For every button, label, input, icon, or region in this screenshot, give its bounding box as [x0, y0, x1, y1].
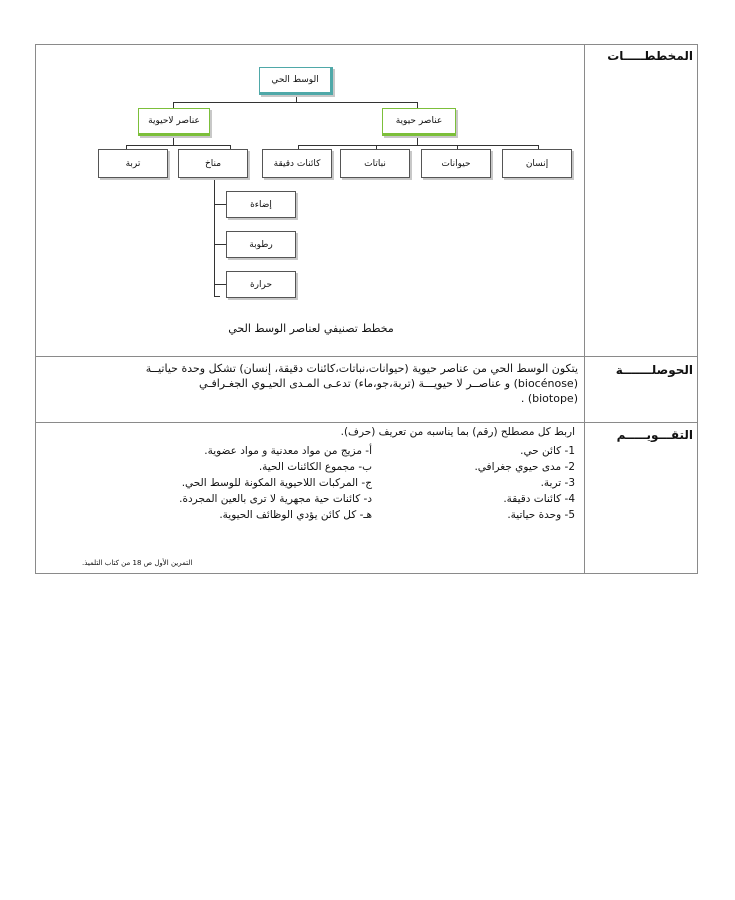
- term-item: 4- كائنات دقيقة.: [503, 493, 575, 505]
- connector: [126, 145, 230, 146]
- light-node: إضاءة: [226, 191, 296, 218]
- term-item: 5- وحدة حياتية.: [507, 509, 575, 521]
- conclusion-line-3: (biotope) .: [520, 392, 578, 405]
- definition-item: ب- مجموع الكائنات الحية.: [258, 461, 372, 473]
- temperature-node: حرارة: [226, 271, 296, 298]
- plants-node: نباتات: [340, 149, 410, 178]
- column-divider: [584, 45, 585, 573]
- conclusion-line-1: يتكون الوسط الحي من عناصر حيوية (حيوانات،نباتات،كائنات دقيقة، إنسان) تشكل وحدة حياتيــة: [145, 362, 578, 375]
- definition-item: هـ- كل كائن يؤدي الوظائف الحيوية.: [219, 509, 372, 521]
- abiotic-node: عناصر لاحيوية: [138, 108, 210, 136]
- row-divider-2: [36, 422, 697, 423]
- humidity-node: رطوبة: [226, 231, 296, 258]
- soil-node: تربة: [98, 149, 168, 178]
- classification-diagram: [36, 45, 584, 355]
- row-divider-1: [36, 356, 697, 357]
- evaluation-label: التقـــويـــــم: [616, 428, 693, 442]
- definition-item: أ- مزيج من مواد معدنية و مواد عضوية.: [204, 445, 372, 457]
- connector: [214, 204, 226, 205]
- connector: [298, 145, 538, 146]
- biotic-node: عناصر حيوية: [382, 108, 456, 136]
- animals-node: حيوانات: [421, 149, 491, 178]
- lesson-table: [35, 44, 698, 574]
- diagrams-label: المخططـــــات: [607, 49, 693, 63]
- diagram-caption: مخطط تصنيفي لعناصر الوسط الحي: [228, 322, 394, 335]
- evaluation-instruction: اربط كل مصطلح (رقم) بما يناسبه من تعريف (حرف).: [340, 426, 575, 438]
- microorganisms-node: كائنات دقيقة: [262, 149, 332, 178]
- connector: [214, 178, 215, 296]
- connector: [173, 102, 417, 103]
- conclusion-label: الحوصلـــــــة: [615, 363, 693, 377]
- human-node: إنسان: [502, 149, 572, 178]
- conclusion-line-2: (biocénose) و عناصــر لا حيويـــة (تربة،جو،ماء) تدعـى المـدى الحيـوي الجغـرافـي: [199, 377, 578, 390]
- connector: [214, 296, 220, 297]
- term-item: 2- مدى حيوي جغرافي.: [474, 461, 575, 473]
- exercise-reference: التمرين الأول ص 18 من كتاب التلميذ.: [82, 559, 193, 567]
- root-node: الوسط الحي: [259, 67, 333, 95]
- climate-node: مناخ: [178, 149, 248, 178]
- term-item: 1- كائن حي.: [520, 445, 575, 457]
- connector: [214, 284, 226, 285]
- definition-item: د- كائنات حية مجهرية لا ترى بالعين المجردة.: [179, 493, 372, 505]
- definition-item: ج- المركبات اللاحيوية المكونة للوسط الحي.: [181, 477, 372, 489]
- connector: [214, 244, 226, 245]
- term-item: 3- تربة.: [540, 477, 575, 489]
